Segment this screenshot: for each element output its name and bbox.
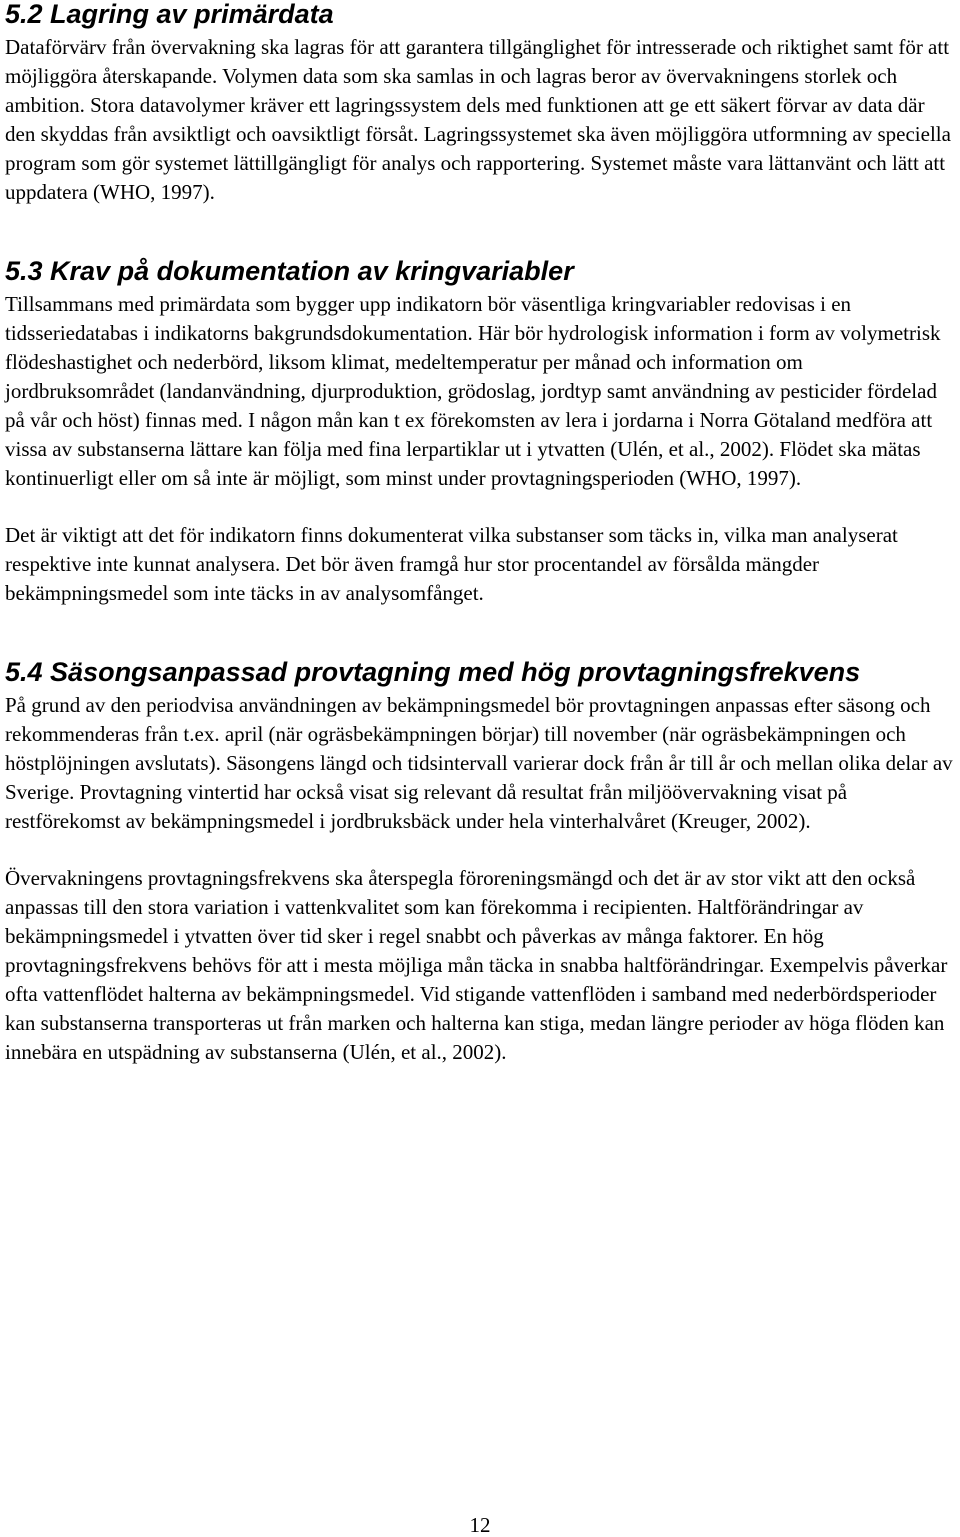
paragraph-dokumentation: Det är viktigt att det för indikatorn finns dokumenterat vilka substanser som täcks in, vilka man analyserat respektive inte kunnat analysera. Det bör även framgå hur stor procentandel av försålda mängder bekämpningsmedel som inte täcks in av analysomfånget.	[5, 523, 898, 605]
section-heading-5-3: 5.3 Krav på dokumentation av kringvariabler	[5, 256, 574, 286]
section-heading-5-2: 5.2 Lagring av primärdata	[5, 0, 334, 29]
section-heading-5-4: 5.4 Säsongsanpassad provtagning med hög provtagningsfrekvens	[5, 657, 861, 687]
document-page	[5, 0, 955, 1067]
paragraph-provtagningsfrekvens: Övervakningens provtagningsfrekvens ska återspegla föroreningsmängd och det är av stor vikt att den också anpassas till den stora variation i vattenkvalitet som kan förekomma i recipienten. Haltförändringar av bekämpningsmedel i ytvatten över tid sker i regel snabbt och påverkas av många faktorer. En hög provtagningsfrekvens behövs för att i mesta möjliga mån täcka in snabba haltförändringar. Exempelvis påverkar ofta vattenflödet halterna av bekämpningsmedel. Vid stigande vattenflöden i samband med nederbördsperioder kan substanserna transporteras ut från marken och halterna kan stiga, medan längre perioder av höga flöden kan innebära en utspädning av substanserna (Ulén, et al., 2002).	[5, 866, 948, 1064]
page-number: 12	[469, 1513, 491, 1537]
paragraph-lagring: Dataförvärv från övervakning ska lagras för att garantera tillgänglighet för intresserade och riktighet samt för att möjliggöra återskapande. Volymen data som ska samlas in och lagras beror av övervakningens storlek och ambition. Stora datavolymer kräver ett lagringssystem dels med funktionen att ge ett säkert förvar av data där den skyddas från avsiktligt och oavsiktligt försåt. Lagringssystemet ska även möjliggöra utformning av speciella program som gör systemet lättillgängligt för analys och rapportering. Systemet måste vara lättanvänt och lätt att uppdatera (WHO, 1997).	[5, 35, 951, 204]
paragraph-kringvariabler: Tillsammans med primärdata som bygger upp indikatorn bör väsentliga kringvariabler redovisas i en tidsseriedatabas i indikatorns bakgrundsdokumentation. Här bör hydrologisk information i form av volymetrisk flödeshastighet och nederbörd, liksom klimat, medeltemperatur per månad och information om jordbruksområdet (landanvändning, djurproduktion, grödoslag, jordtyp samt användning av pesticider fördelad på vår och höst) finnas med. I någon mån kan t ex förekomsten av lera i jordarna i Norra Götaland medföra att vissa av substanserna lättare kan följa med fina lerpartiklar ut i ytvatten (Ulén, et al., 2002). Flödet ska mätas kontinuerligt eller om så inte är möjligt, som minst under provtagningsperioden (WHO, 1997).	[5, 292, 941, 490]
paragraph-sasong: På grund av den periodvisa användningen av bekämpningsmedel bör provtagningen anpassas efter säsong och rekommenderas från t.ex. april (när ogräsbekämpningen börjar) till november (när ogräsbekämpningen och höstplöjningen avslutats). Säsongens längd och tidsintervall varierar dock från år till år och mellan olika delar av Sverige. Provtagning vintertid har också visat sig relevant då resultat från miljöövervakning visat på restförekomst av bekämpningsmedel i jordbruksbäck under hela vinterhalvåret (Kreuger, 2002).	[5, 693, 953, 833]
